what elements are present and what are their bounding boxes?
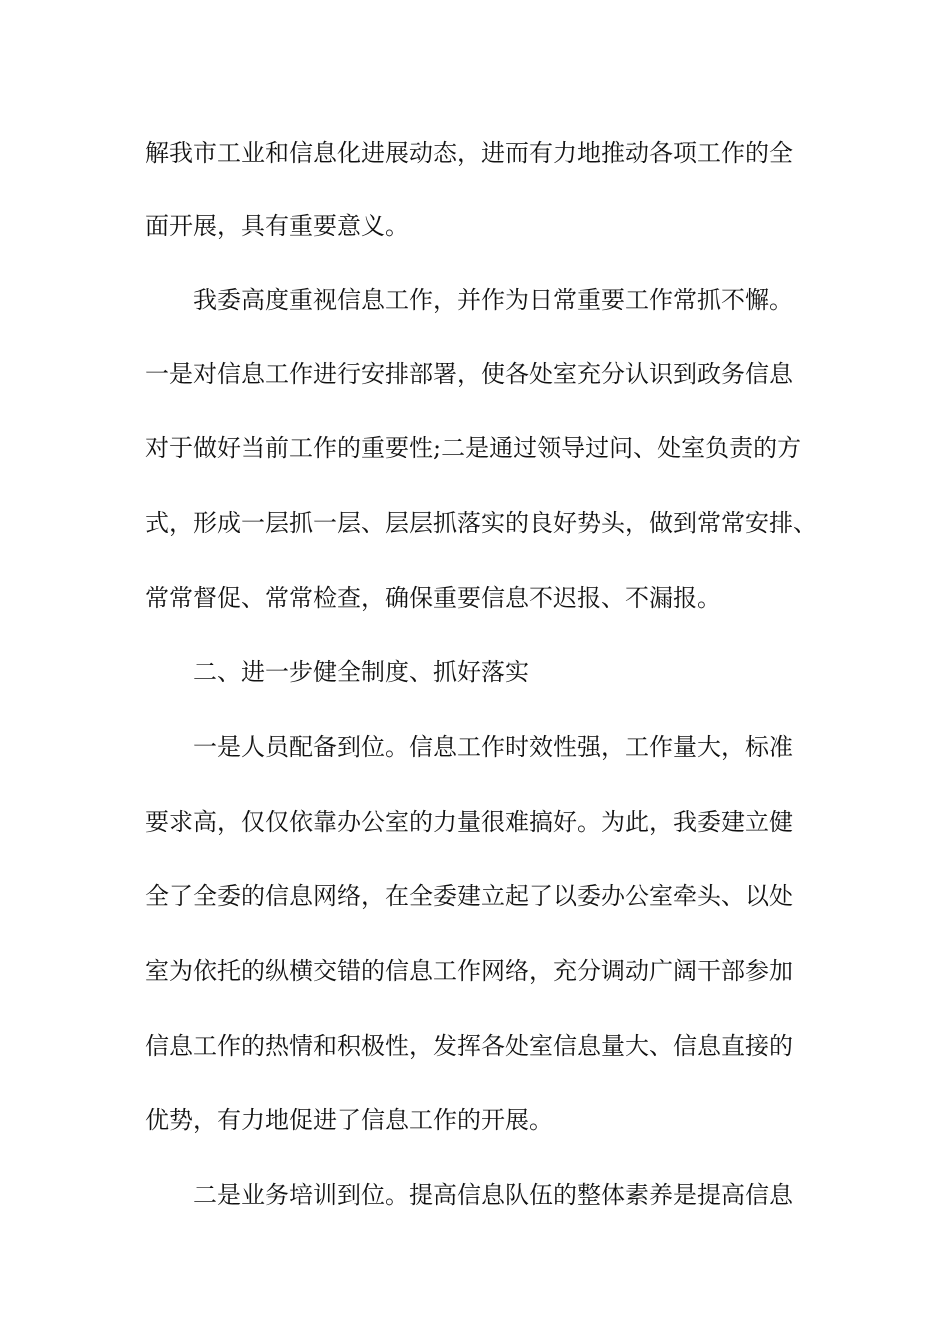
paragraph-line: 全了全委的信息网络，在全委建立起了以委办公室牵头、以处 — [145, 882, 793, 910]
paragraph-line: 一是对信息工作进行安排部署，使各处室充分认识到政务信息 — [145, 360, 793, 388]
paragraph-line: 要求高，仅仅依靠办公室的力量很难搞好。为此，我委建立健 — [145, 808, 793, 836]
paragraph-line: 面开展，具有重要意义。 — [145, 212, 409, 240]
paragraph-line: 信息工作的热情和积极性，发挥各处室信息量大、信息直接的 — [145, 1032, 793, 1060]
paragraph-line: 室为依托的纵横交错的信息工作网络，充分调动广阔干部参加 — [145, 957, 793, 985]
paragraph-line: 我委高度重视信息工作，并作为日常重要工作常抓不懈。 — [193, 286, 793, 314]
section-heading: 二、进一步健全制度、抓好落实 — [193, 658, 529, 686]
paragraph-line: 常常督促、常常检查，确保重要信息不迟报、不漏报。 — [145, 584, 721, 612]
paragraph-line: 对于做好当前工作的重要性;二是通过领导过问、处室负责的方 — [145, 434, 802, 462]
paragraph-line: 优势，有力地促进了信息工作的开展。 — [145, 1106, 553, 1134]
paragraph-line: 一是人员配备到位。信息工作时效性强，工作量大，标准 — [193, 733, 793, 761]
paragraph-line: 解我市工业和信息化进展动态，进而有力地推动各项工作的全 — [145, 139, 793, 167]
paragraph-line: 式，形成一层抓一层、层层抓落实的良好势头，做到常常安排、 — [145, 509, 817, 537]
paragraph-line: 二是业务培训到位。提高信息队伍的整体素养是提高信息 — [193, 1181, 793, 1209]
